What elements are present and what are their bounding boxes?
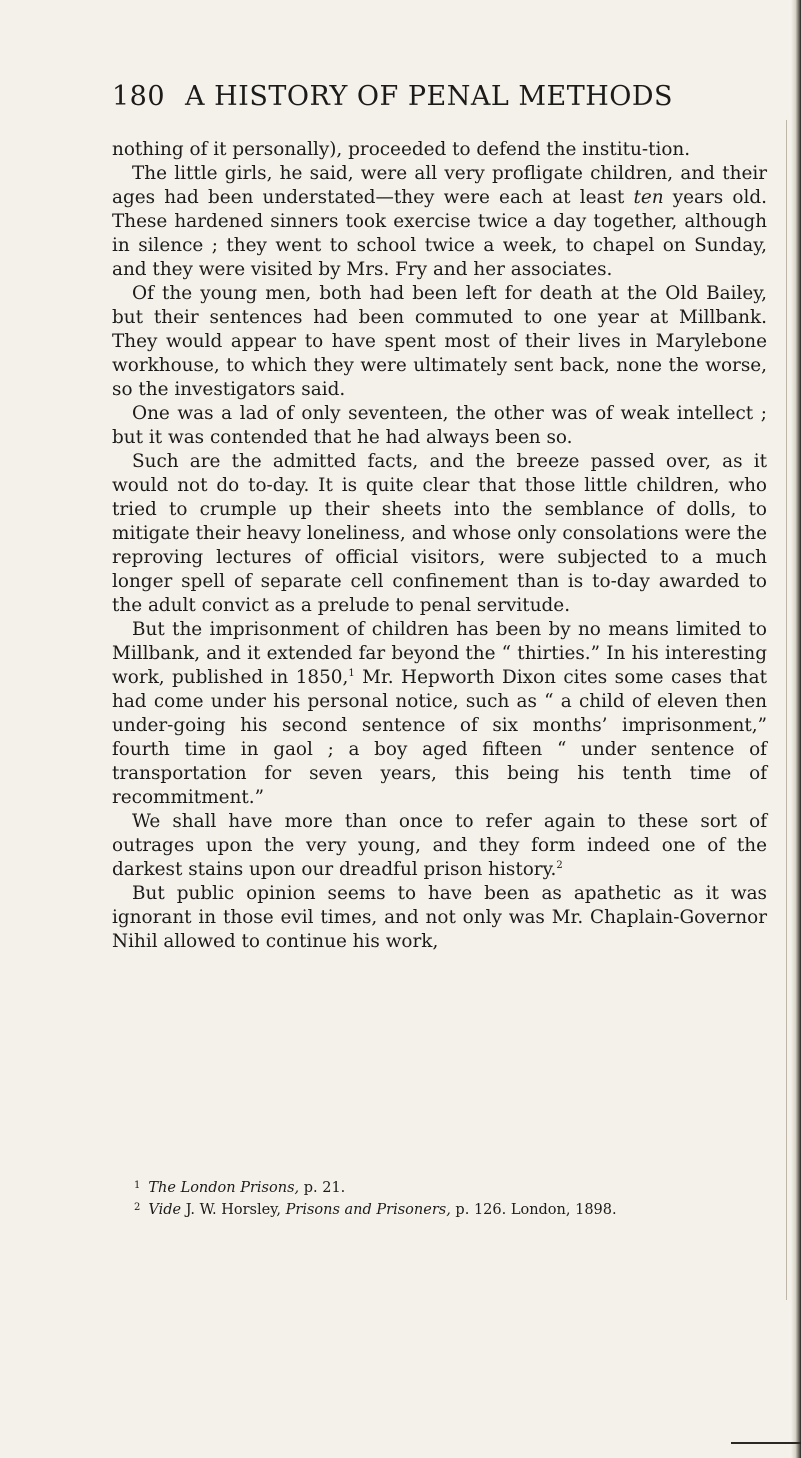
footnote-title: The London Prisons, (148, 1180, 300, 1196)
paragraph-text: nothing of it personally), proceeded to defend the institu-tion. (112, 139, 691, 160)
paragraph-text: The little girls, he said, were all very profligate children, and their ages had been understated—they were each at least (112, 163, 767, 208)
paragraph-text: But public opinion seems to have been as apathetic as it was ignorant in those evil times, and not only was Mr. Chaplain-Governor Nihil allowed to continue his work, (112, 883, 767, 952)
paragraph-4 (112, 402, 767, 450)
paragraph-8 (112, 882, 767, 954)
page-edge (791, 0, 801, 1458)
footnote-number: 1 (134, 1180, 141, 1191)
body-text (112, 138, 767, 954)
paragraph-text: One was a lad of only seventeen, the other was of weak intellect ; but it was contended that he had always been so. (112, 403, 767, 448)
paragraph-text: We shall have more than once to refer again to these sort of outrages upon the very young, and they form indeed one of the darkest stains upon our dreadful prison history. (112, 811, 767, 880)
running-head (112, 81, 772, 112)
footnote-2 (134, 1198, 774, 1220)
paragraph-3 (112, 282, 767, 402)
footnote-1 (134, 1176, 774, 1198)
footnote-number: 2 (134, 1202, 141, 1213)
footnote-text: p. 21. (299, 1180, 346, 1196)
page-edge-line (786, 120, 787, 1300)
footnotes (134, 1176, 774, 1220)
footnote-ref: 2 (556, 860, 563, 871)
paragraph-text: But the imprisonment of children has been by no means limited to Millbank, and it extended far beyond the “ thirties.” In his interesting work, published in 1850, (112, 619, 767, 688)
page-number: 180 (112, 81, 166, 112)
paragraph-text: years old. These hardened sinners took exercise twice a day together, although in silence ; they went to school twice a week, to chapel on Sunday, and they were visited by Mrs. Fry and her associates. (112, 187, 767, 280)
paragraph-text: Of the young men, both had been left for death at the Old Bailey, but their sentences had been commuted to one year at Millbank. They would appear to have spent most of their lives in Marylebone workhouse, to which they were ultimately sent back, none the worse, so the investigators said. (112, 283, 767, 400)
paragraph-text: Such are the admitted facts, and the breeze passed over, as it would not do to-day. It is quite clear that those little children, who tried to crumple up their sheets into the semblance of dolls, to mitigate their heavy loneliness, and whose only consolations were the reproving lectures of official visitors, were subjected to a much longer spell of separate cell confinement than is to-day awarded to the adult convict as a prelude to penal servitude. (112, 451, 767, 616)
footnote-vide: Vide (148, 1202, 182, 1218)
paragraph-2 (112, 162, 767, 282)
paragraph-1 (112, 138, 767, 162)
paragraph-6 (112, 618, 767, 810)
paragraph-7 (112, 810, 767, 882)
footnote-title: Prisons and Prisoners, (285, 1202, 451, 1218)
bottom-edge-mark (731, 1442, 801, 1444)
footnote-text: p. 126. London, 1898. (450, 1202, 617, 1218)
footnote-text: J. W. Horsley, (181, 1202, 286, 1218)
italic-word: ten (633, 187, 664, 208)
paragraph-5 (112, 450, 767, 618)
running-title: A HISTORY OF PENAL METHODS (185, 81, 674, 112)
footnote-ref: 1 (348, 668, 355, 679)
paragraph-text: Mr. Hepworth Dixon cites some cases that had come under his personal notice, such as “ a child of eleven then under-going his second sentence of six months’ imprisonment,” fourth time in gaol ; a boy aged fifteen “ under sentence of transportation for seven years, this being his tenth time of recommitment.” (112, 667, 767, 808)
